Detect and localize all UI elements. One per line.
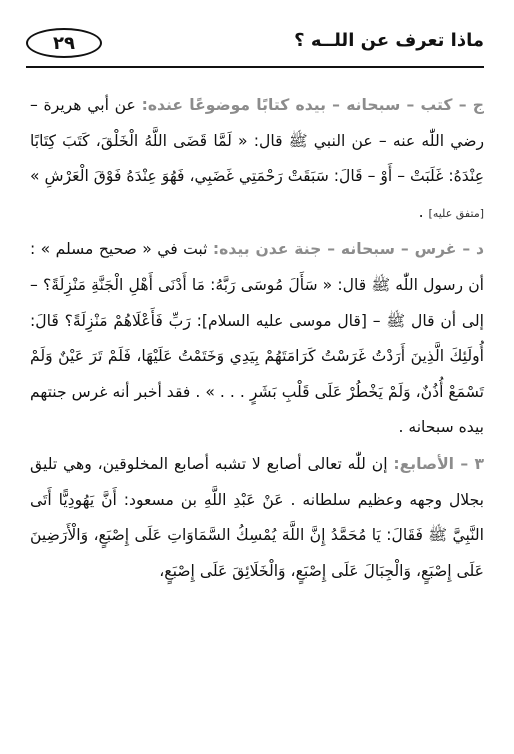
paragraph-kitab bbox=[30, 88, 484, 231]
page-body bbox=[30, 88, 484, 589]
page-header bbox=[26, 24, 484, 64]
paragraph-tail: . bbox=[418, 202, 429, 221]
header-rule bbox=[26, 66, 484, 68]
paragraph-ghars bbox=[30, 232, 484, 446]
page-number: ٢٩ bbox=[53, 32, 75, 54]
paragraph-heading: د – غرس – سبحانه – جنة عدن بيده: bbox=[212, 240, 484, 259]
running-head: ماذا تعرف عن اللــه ؟ bbox=[294, 30, 484, 51]
hadith-reference: [متفق عليه] bbox=[428, 206, 484, 220]
page-number-badge bbox=[26, 28, 102, 58]
paragraph-body: ثبت في « صحيح مسلم » : أن رسول اللّٰه ﷺ قال: « سَأَلَ مُوسَى رَبَّهُ: مَا أَدْنَى أَهْلِ الْجَنَّةِ مَنْزِلَةً؟ – إلى أن قال ﷺ – [قال موسى عليه السلام]: رَبِّ فَأَعْلَاهُمْ مَنْزِلَةً؟ قَالَ: أُولَئِكَ الَّذِينَ أَرَدْتُ غَرَسْتُ كَرَامَتَهُمْ بِيَدِي وَخَتَمْتُ عَلَيْهَا، فَلَمْ تَرَ عَيْنٌ وَلَمْ تَسْمَعْ أُذُنٌ، وَلَمْ يَخْطُرْ عَلَى قَلْبِ بَشَرٍ . . . » . فقد أخبر أنه غرس جنتهم بيده سبحانه . bbox=[30, 240, 484, 437]
paragraph-heading: ج – كتب – سبحانه – بيده كتابًا موضوعًا عنده: bbox=[141, 96, 484, 114]
paragraph-body: عن أبي هريرة – رضي اللّٰه عنه – عن النبي ﷺ قال: « لَمَّا قَضَى اللَّهُ الْخَلْقَ، كَتَبَ كِتَابًا عِنْدَهُ: غَلَبَتْ – أَوْ – قَالَ: سَبَقَتْ رَحْمَتِي غَضَبِي، فَهُوَ عِنْدَهُ فَوْقَ الْعَرْشِ » bbox=[30, 96, 484, 186]
paragraph-heading: ٣ – الأصابع: bbox=[393, 454, 484, 473]
paragraph-body: إن للّٰه تعالى أصابع لا تشبه أصابع المخلوقين، وهي تليق بجلال وجهه وعظيم سلطانه . عَنْ عَبْدِ اللَّهِ بن مسعود: أَنَّ يَهُودِيًّا أَتَى النَّبِيَّ ﷺ فَقَالَ: يَا مُحَمَّدُ إِنَّ اللَّهَ يُمْسِكُ السَّمَاوَاتِ عَلَى إِصْبَعٍ، وَالْأَرَضِينَ عَلَى إِصْبَعٍ، وَالْجِبَالَ عَلَى إِصْبَعٍ، وَالْخَلَائِقَ عَلَى إِصْبَعٍ، bbox=[30, 454, 484, 580]
paragraph-asabi bbox=[30, 447, 484, 589]
